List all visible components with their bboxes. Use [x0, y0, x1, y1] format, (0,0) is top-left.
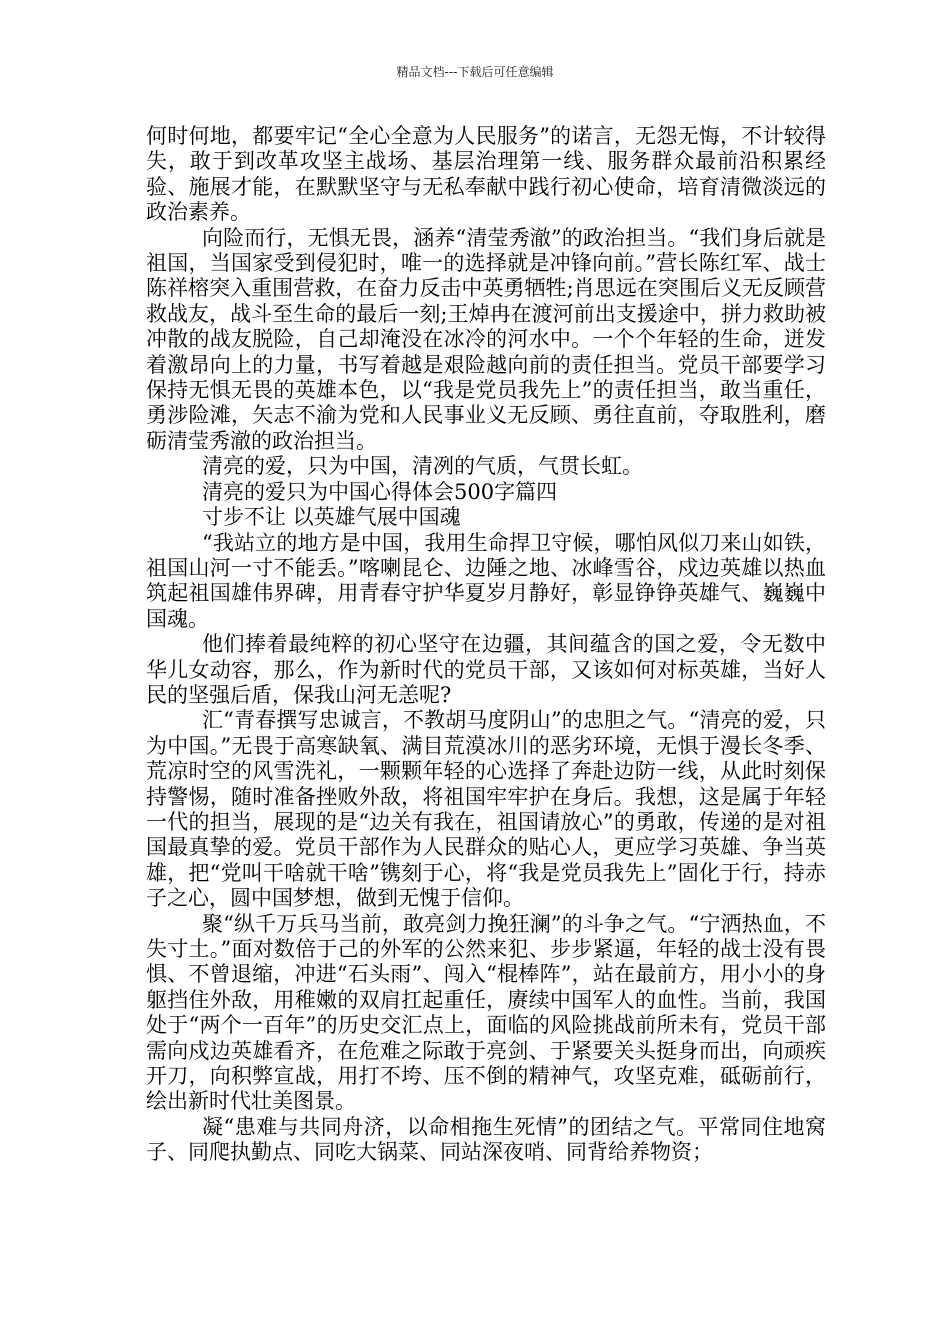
paragraph-2: 向险而行，无惧无畏，涵养“清莹秀澈”的政治担当。“我们身后就是祖国，当国家受到侵犯时，唯一的选择就是冲锋向前。”营长陈红军、战士陈祥榕突入重围营救，在奋力反击中英勇牺牲;肖思远在突围后义无反顾营救战友，战斗至生命的最后一刻;王焯冉在渡河前出支援途中，拼力救助被冲散的战友脱险，自己却淹没在冰冷的河水中。一个个年轻的生命，迸发着激昂向上的力量，书写着越是艰险越向前的责任担当。党员干部要学习保持无惧无畏的英雄本色，以“我是党员我先上”的责任担当，敢当重任，勇涉险滩，矢志不渝为党和人民事业义无反顾、勇往直前，夺取胜利，磨砺清莹秀澈的政治担当。: [146, 225, 826, 453]
paragraph-1: 何时何地，都要牢记“全心全意为人民服务”的诺言，无怨无悔，不计较得失，敢于到改革攻坚主战场、基层治理第一线、服务群众最前沿积累经验、施展才能，在默默坚守与无私奉献中践行初心使命，培育清微淡远的政治素养。: [146, 124, 826, 225]
page-header: 精品文档---下载后可任意编辑: [396, 65, 554, 79]
section-subtitle: 寸步不让 以英雄气展中国魂: [202, 505, 461, 530]
paragraph-9: 聚“纵千万兵马当前，敢亮剑力挽狂澜”的斗争之气。“宁洒热血，不失寸土。”面对数倍于己的外军的公然来犯、步步紧逼，年轻的战士没有畏惧、不曾退缩，冲进“石头雨”、闯入“棍棒阵”，站在最前方，用小小的身躯挡住外敌，用稚嫩的双肩扛起重任，赓续中国军人的血性。当前，我国处于“两个一百年”的历史交汇点上，面临的风险挑战前所未有，党员干部需向戍边英雄看齐，在危难之际敢于亮剑、于紧要关头挺身而出，向顽疾开刀，向积弊宣战，用打不垮、压不倒的精神气，攻坚克难，砥砺前行，绘出新时代壮美图景。: [146, 911, 826, 1114]
paragraph-6: “我站立的地方是中国，我用生命捍卫守候，哪怕风似刀来山如铁，祖国山河一寸不能丢。”喀喇昆仑、边陲之地、冰峰雪谷，戍边英雄以热血筑起祖国雄伟界碑，用青春守护华夏岁月静好，彰显铮铮英雄气、巍巍中国魂。: [146, 530, 826, 631]
paragraph-8: 汇“青春撰写忠诚言，不教胡马度阴山”的忠胆之气。“清亮的爱，只为中国。”无畏于高寒缺氧、满目荒漠冰川的恶劣环境，无惧于漫长冬季、荒凉时空的风雪洗礼，一颗颗年轻的心选择了奔赴边防一线，从此时刻保持警惕，随时准备挫败外敌，将祖国牢牢护在身后。我想，这是属于年轻一代的担当，展现的是“边关有我在，祖国请放心”的勇敢，传递的是对祖国最真挚的爱。党员干部作为人民群众的贴心人，更应学习英雄、争当英雄，把“党叫干啥就干啥”镌刻于心，将“我是党员我先上”固化于行，持赤子之心，圆中国梦想，做到无愧于信仰。: [146, 708, 826, 911]
paragraph-10: 凝“患难与共同舟济，以命相拖生死情”的团结之气。平常同住地窝子、同爬执勤点、同吃大锅菜、同站深夜哨、同背给养物资；: [146, 1114, 826, 1165]
document-body: [146, 124, 826, 1166]
paragraph-7: 他们捧着最纯粹的初心坚守在边疆，其间蕴含的国之爱，令无数中华儿女动容，那么，作为新时代的党员干部，又该如何对标英雄，当好人民的坚强后盾，保我山河无恙呢?: [146, 632, 826, 707]
paragraph-3: 清亮的爱，只为中国，清冽的气质，气贯长虹。: [202, 454, 643, 479]
section-title: 清亮的爱只为中国心得体会500字篇四: [202, 479, 558, 504]
